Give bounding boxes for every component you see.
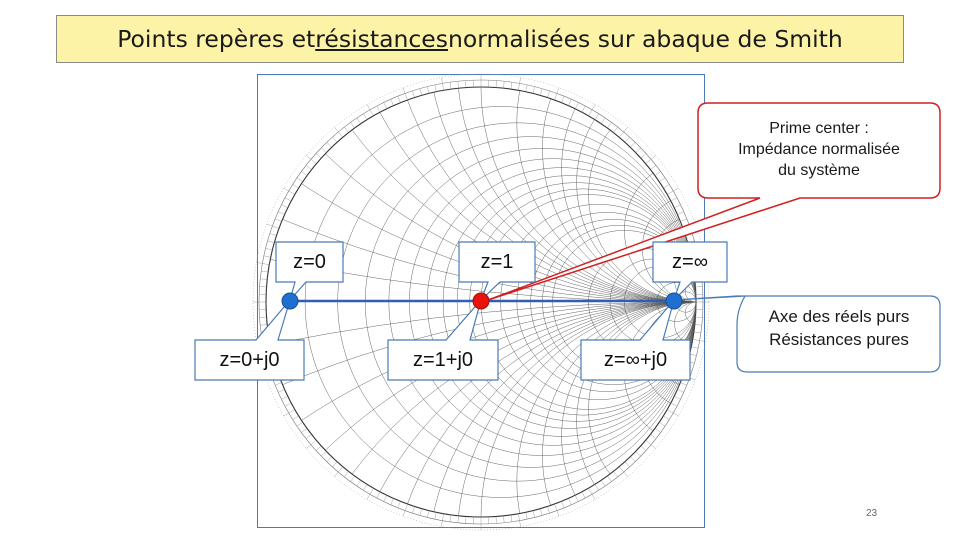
page-number: 23 — [866, 508, 878, 519]
scale-tick — [435, 512, 436, 519]
title-text-before: Points repères et — [117, 25, 316, 53]
scale-tick — [607, 476, 611, 482]
scale-tick — [601, 118, 605, 124]
scale-tick — [595, 114, 599, 120]
scale-tick — [327, 457, 332, 462]
scale-tick — [427, 87, 429, 94]
scale-tick — [655, 428, 661, 432]
scale-tick — [677, 212, 683, 215]
scale-tick — [533, 511, 535, 518]
scale-tick — [377, 492, 380, 498]
scale-tick — [357, 118, 361, 124]
scale-tick — [306, 440, 316, 448]
scale-tick — [650, 165, 656, 169]
scale-tick — [641, 153, 646, 158]
scale-tick — [284, 188, 295, 195]
scale-tick — [659, 178, 665, 182]
scale-tick — [420, 509, 422, 516]
scale-tick — [562, 501, 565, 507]
scale-tick — [613, 471, 617, 477]
scale-tick — [674, 396, 680, 399]
scale-tick — [398, 96, 401, 102]
scale-tick — [503, 516, 504, 523]
zinf-top-label: z=∞ — [672, 251, 708, 273]
scale-tick — [293, 184, 299, 188]
scale-tick — [450, 82, 451, 89]
scale-tick — [613, 127, 617, 133]
prime-center-line-2: Impédance normalisée — [738, 141, 900, 158]
scale-tick — [636, 148, 641, 153]
scale-tick — [641, 446, 646, 451]
scale-tick — [334, 467, 342, 477]
scale-tick — [391, 99, 394, 105]
prime-center-text — [700, 118, 938, 181]
scale-tick — [297, 422, 303, 426]
scale-tick — [441, 77, 443, 90]
scale-tick — [619, 467, 627, 477]
scale-tick — [663, 416, 669, 420]
scale-tick — [384, 495, 387, 501]
scale-tick — [680, 383, 686, 386]
scale-tick — [601, 480, 605, 486]
scale-tick — [285, 403, 291, 406]
scale-tick — [306, 165, 312, 169]
scale-tick — [511, 82, 512, 89]
scale-tick — [636, 451, 641, 456]
scale-tick — [589, 105, 596, 116]
scale-tick — [334, 127, 342, 137]
scale-tick — [575, 102, 578, 108]
scale-tick — [327, 142, 332, 147]
scale-tick — [667, 188, 678, 195]
scale-tick — [367, 105, 374, 116]
z1-bottom-label: z=1+j0 — [412, 349, 474, 371]
scale-tick — [503, 81, 504, 88]
z0-top-label: z=0 — [293, 251, 326, 273]
scale-tick — [625, 137, 630, 142]
scale-tick — [691, 347, 698, 348]
scale-tick — [693, 339, 706, 341]
scale-tick — [646, 440, 656, 448]
scale-tick — [663, 184, 669, 188]
zinf-bottom-label: z=∞+j0 — [603, 349, 668, 371]
scale-tick — [316, 446, 321, 451]
scale-tick — [268, 241, 275, 243]
scale-tick — [630, 142, 635, 147]
title-text-after: normalisées sur abaque de Smith — [448, 25, 843, 53]
scale-tick — [391, 498, 394, 504]
point-zinf — [666, 293, 682, 309]
scale-tick — [293, 416, 299, 420]
scale-tick — [384, 102, 387, 108]
scale-tick — [332, 137, 337, 142]
scale-tick — [285, 198, 291, 201]
scale-tick — [625, 462, 630, 467]
scale-tick — [667, 410, 678, 417]
point-z0 — [282, 293, 298, 309]
scale-tick — [533, 87, 535, 94]
scale-tick — [540, 509, 542, 516]
scale-tick — [357, 480, 361, 486]
scale-tick — [595, 484, 599, 490]
scale-tick — [677, 389, 683, 392]
scale-tick — [659, 422, 665, 426]
scale-tick — [547, 506, 549, 513]
scale-tick — [427, 511, 429, 518]
z1-top-label: z=1 — [480, 251, 514, 273]
scale-tick — [630, 457, 635, 462]
scale-tick — [458, 81, 459, 88]
scale-tick — [568, 498, 571, 504]
scale-tick — [435, 85, 436, 92]
z0-bottom-label: z=0+j0 — [219, 349, 280, 371]
prime-center-line-3: du système — [778, 162, 860, 179]
scale-tick — [270, 233, 277, 235]
scale-tick — [607, 122, 611, 128]
scale-tick — [690, 354, 697, 356]
real-axis-line-2: Résistances pures — [769, 330, 909, 349]
scale-tick — [321, 451, 326, 456]
scale-tick — [275, 383, 281, 386]
real-axis-line-1: Axe des réels purs — [768, 307, 910, 326]
point-z1 — [473, 293, 489, 309]
scale-tick — [575, 495, 578, 501]
scale-tick — [568, 99, 571, 105]
scale-tick — [518, 514, 520, 527]
scale-tick — [450, 515, 451, 522]
scale-tick — [367, 488, 374, 499]
scale-tick — [398, 501, 401, 507]
scale-tick — [344, 471, 348, 477]
scale-tick — [694, 332, 701, 333]
scale-tick — [526, 85, 527, 92]
scale-tick — [582, 106, 585, 112]
scale-tick — [458, 516, 459, 523]
scale-tick — [695, 324, 702, 325]
scale-tick — [301, 172, 307, 176]
scale-tick — [582, 492, 585, 498]
scale-tick — [412, 506, 414, 513]
scale-tick — [589, 488, 596, 499]
scale-tick — [650, 434, 656, 438]
scale-tick — [344, 127, 348, 133]
scale-tick — [278, 389, 284, 392]
scale-tick — [306, 155, 316, 163]
scale-tick — [260, 279, 267, 280]
scale-tick — [278, 212, 284, 215]
scale-tick — [511, 515, 512, 522]
scale-tick — [526, 512, 527, 519]
scale-tick — [256, 262, 269, 264]
scale-tick — [281, 396, 287, 399]
scale-tick — [266, 248, 273, 250]
title-text-underlined: résistances — [315, 25, 448, 53]
scale-tick — [518, 77, 520, 90]
scale-tick — [363, 114, 367, 120]
scale-tick — [412, 91, 414, 98]
scale-tick — [562, 96, 565, 102]
scale-tick — [619, 127, 627, 137]
scale-tick — [441, 514, 443, 527]
prime-center-line-1: Prime center : — [769, 120, 869, 137]
scale-tick — [316, 153, 321, 158]
scale-tick — [674, 205, 680, 208]
scale-tick — [680, 219, 686, 222]
scale-tick — [332, 462, 337, 467]
scale-tick — [297, 178, 303, 182]
scale-tick — [363, 484, 367, 490]
scale-tick — [671, 403, 677, 406]
scale-tick — [321, 148, 326, 153]
scale-tick — [540, 89, 542, 96]
scale-tick — [351, 476, 355, 482]
scale-tick — [275, 219, 281, 222]
scale-tick — [351, 122, 355, 128]
scale-tick — [261, 271, 268, 272]
scale-tick — [646, 155, 656, 163]
scale-tick — [301, 428, 307, 432]
scale-tick — [306, 434, 312, 438]
scale-tick — [260, 324, 267, 325]
scale-tick — [281, 205, 287, 208]
scale-tick — [420, 89, 422, 96]
scale-tick — [547, 91, 549, 98]
scale-tick — [655, 172, 661, 176]
real-axis-text — [740, 305, 938, 351]
scale-tick — [264, 256, 271, 257]
scale-tick — [284, 410, 295, 417]
scale-tick — [377, 106, 380, 112]
scale-tick — [671, 198, 677, 201]
